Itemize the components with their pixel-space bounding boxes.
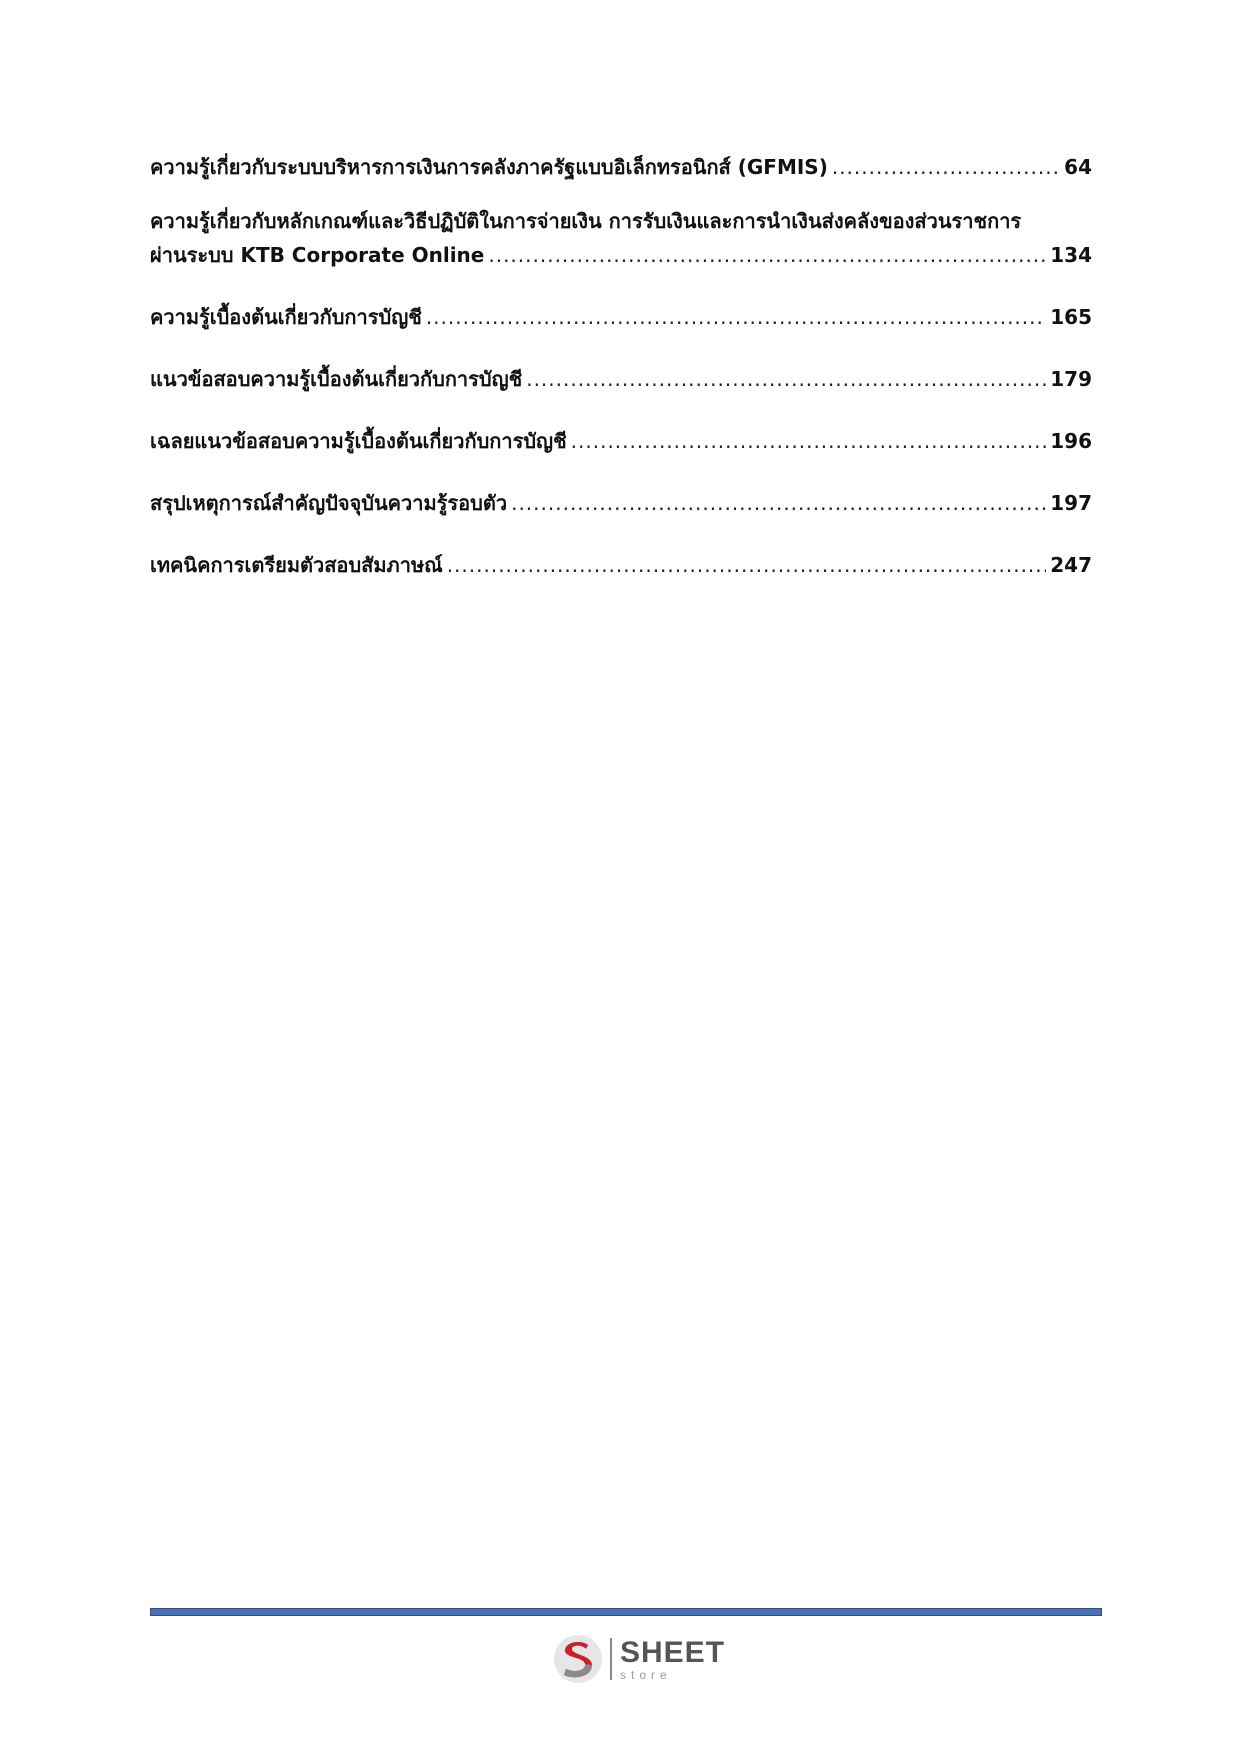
toc-page-number: 165	[1050, 305, 1092, 329]
toc-line	[150, 238, 1092, 272]
footer-rule	[150, 1608, 1102, 1616]
toc-entry-title: เทคนิคการเตรียมตัวสอบสัมภาษณ์	[150, 553, 443, 577]
toc-line	[150, 424, 1092, 458]
toc-line	[150, 150, 1092, 184]
toc-line	[150, 486, 1092, 520]
toc-entry[interactable]	[150, 362, 1092, 396]
toc-entry-title: ผ่านระบบ KTB Corporate Online	[150, 243, 485, 267]
toc-entry[interactable]	[150, 150, 1092, 184]
toc-entry-title: สรุปเหตุการณ์สำคัญปัจจุบันความรู้รอบตัว	[150, 491, 508, 515]
toc-page-number: 134	[1050, 243, 1092, 267]
toc-line	[150, 362, 1092, 396]
table-of-contents	[150, 150, 1092, 610]
toc-entry-title: แนวข้อสอบความรู้เบื้องต้นเกี่ยวกับการบัญชี	[150, 367, 523, 391]
toc-page-number: 64	[1064, 155, 1092, 179]
toc-entry-title-line1: ความรู้เกี่ยวกับหลักเกณฑ์และวิธีปฏิบัติในการจ่ายเงิน การรับเงินและการนำเงินส่งคลังของส่วนราชการ	[150, 209, 1022, 233]
sheet-store-logo-icon	[552, 1633, 604, 1685]
logo-subword: store	[620, 1667, 672, 1682]
toc-entry-title: ความรู้เบื้องต้นเกี่ยวกับการบัญชี	[150, 305, 422, 329]
toc-entry[interactable]	[150, 548, 1092, 582]
logo-text	[620, 1635, 726, 1682]
toc-leader-dots	[526, 362, 1046, 396]
toc-page-number: 247	[1050, 553, 1092, 577]
toc-leader-dots	[571, 424, 1047, 458]
toc-leader-dots	[511, 486, 1046, 520]
toc-leader-dots	[832, 150, 1060, 184]
toc-line	[150, 548, 1092, 582]
toc-leader-dots	[447, 548, 1047, 582]
toc-page-number: 179	[1050, 367, 1092, 391]
toc-line	[150, 300, 1092, 334]
footer-logo	[552, 1632, 725, 1686]
toc-entry[interactable]	[150, 424, 1092, 458]
toc-entry-title: เฉลยแนวข้อสอบความรู้เบื้องต้นเกี่ยวกับการบัญชี	[150, 429, 567, 453]
toc-entry[interactable]	[150, 300, 1092, 334]
logo-divider	[610, 1638, 612, 1680]
toc-entry-title: ความรู้เกี่ยวกับระบบบริหารการเงินการคลังภาครัฐแบบอิเล็กทรอนิกส์ (GFMIS)	[150, 155, 828, 179]
toc-entry[interactable]	[150, 204, 1092, 272]
toc-leader-dots	[426, 300, 1046, 334]
toc-page-number: 197	[1050, 491, 1092, 515]
toc-page-number: 196	[1050, 429, 1092, 453]
logo-word: SHEET	[620, 1635, 726, 1669]
toc-leader-dots	[488, 238, 1046, 272]
toc-entry[interactable]	[150, 486, 1092, 520]
